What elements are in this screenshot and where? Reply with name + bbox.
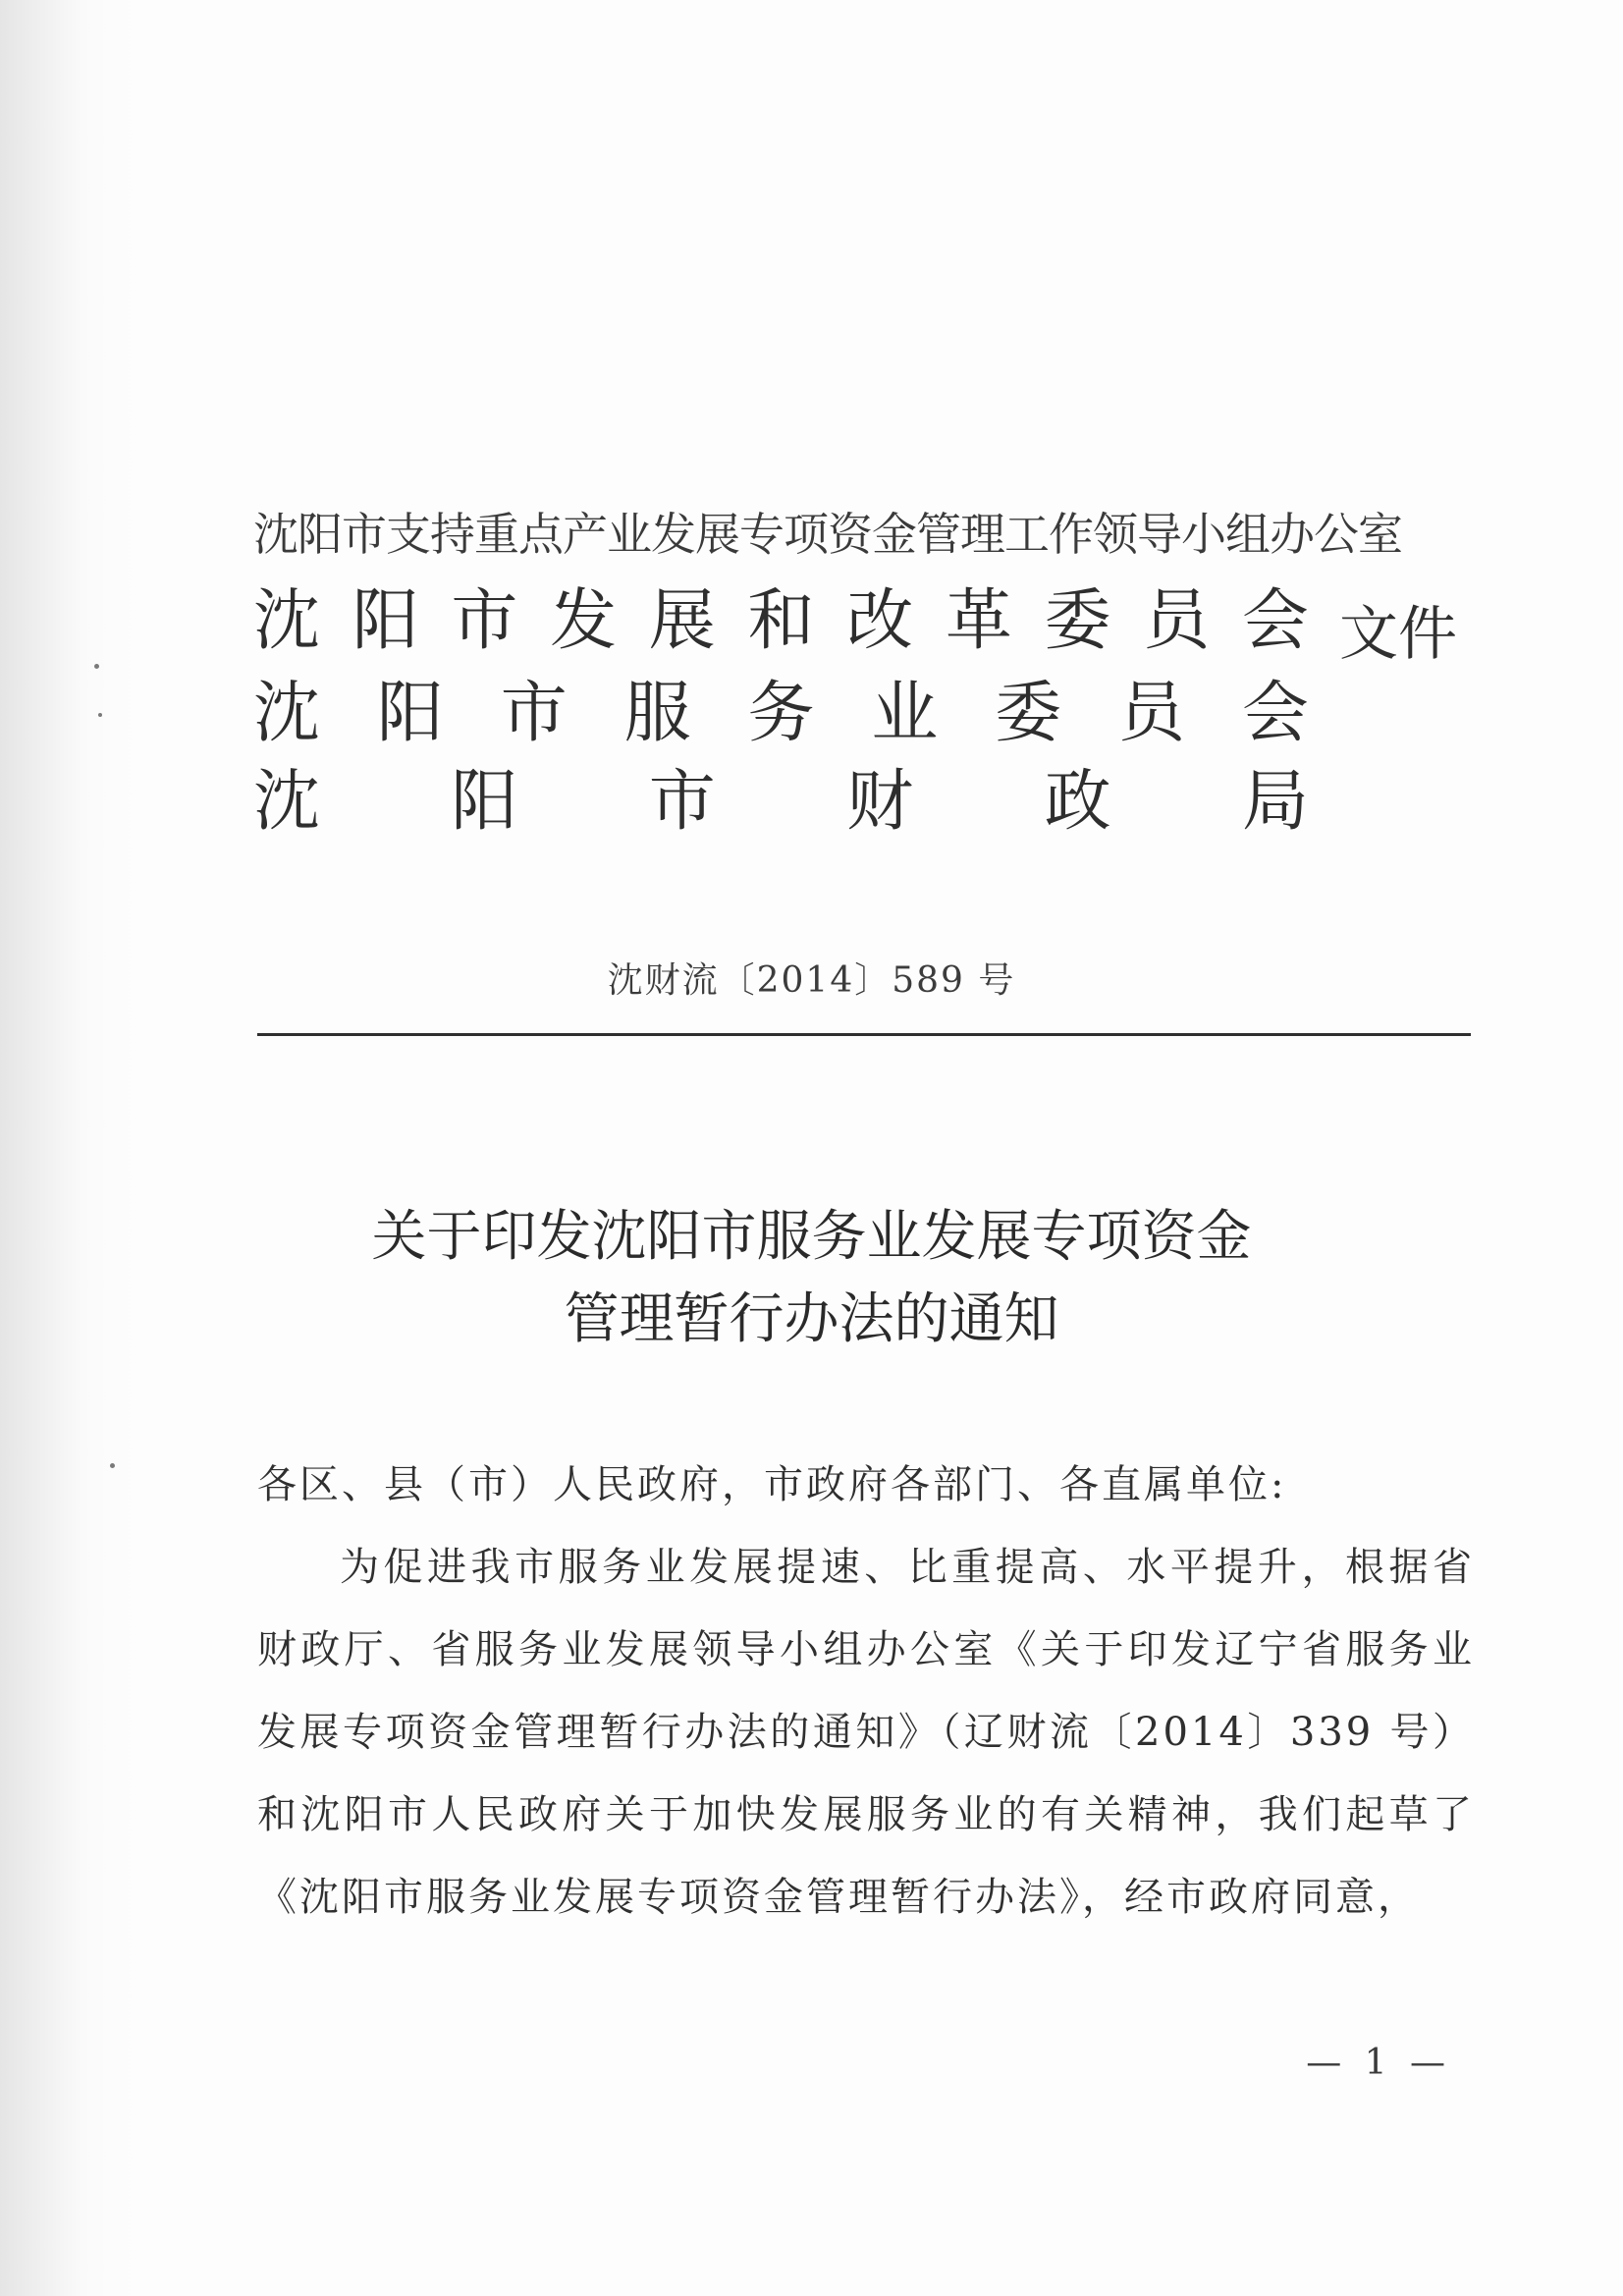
- org-char: 沈: [253, 582, 321, 660]
- org-char: 务: [747, 675, 815, 752]
- org-char: 会: [1241, 582, 1309, 660]
- issuer-header: [253, 491, 1481, 845]
- scan-speck: [98, 713, 102, 717]
- org-char: 政: [1044, 763, 1111, 841]
- org-char: 服: [623, 675, 691, 752]
- org-char: 沈: [253, 675, 321, 752]
- scan-shading: [0, 0, 137, 2296]
- org-char: 会: [1241, 675, 1309, 752]
- scan-speck: [110, 1463, 115, 1468]
- issuer-org-line-1: [253, 568, 1309, 663]
- issuer-org-line-2: [253, 660, 1309, 755]
- org-char: 委: [995, 675, 1062, 752]
- document-number: 沈财流〔2014〕589 号: [607, 960, 1016, 1001]
- org-char: 市: [648, 763, 716, 841]
- issuer-org-line-3: [253, 748, 1309, 844]
- org-char: 革: [945, 582, 1012, 660]
- org-char: 发: [550, 582, 618, 660]
- body-paragraph: 为促进我市服务业发展提速、比重提高、水平提升，根据省财政厅、省服务业发展领导小组办公室《关于印发辽宁省服务业发展专项资金管理暂行办法的通知》（辽财流〔2014〕339 号）和沈阳市人民政府关于加快发展服务业的有关精神，我们起草了《沈阳市服务业发展专项资金管理暂行办法》，经市政府同意，: [257, 1545, 1475, 1920]
- org-char: 和: [747, 582, 815, 660]
- org-char: 委: [1044, 582, 1111, 660]
- header-divider: [257, 1033, 1471, 1036]
- salutation: 各区、县（市）人民政府，市政府各部门、各直属单位:: [257, 1462, 1287, 1507]
- org-char: 业: [871, 675, 939, 752]
- org-char: 阳: [451, 763, 518, 841]
- org-char: 阳: [352, 582, 419, 660]
- page-number: — 1 —: [1306, 2043, 1451, 2083]
- issuer-small-org: 沈阳市支持重点产业发展专项资金管理工作领导小组办公室: [253, 508, 1402, 561]
- document-title-line-1: 关于印发沈阳市服务业发展专项资金: [371, 1205, 1252, 1269]
- org-char: 员: [1118, 675, 1186, 752]
- org-char: 市: [500, 675, 568, 752]
- org-char: 局: [1241, 763, 1309, 841]
- org-char: 员: [1143, 582, 1211, 660]
- org-char: 财: [846, 763, 914, 841]
- org-char: 沈: [253, 763, 321, 841]
- scan-speck: [94, 664, 99, 669]
- document-suffix: 文件: [1339, 600, 1457, 669]
- org-char: 市: [451, 582, 518, 660]
- org-char: 展: [648, 582, 716, 660]
- document-title-line-2: 管理暂行办法的通知: [564, 1287, 1059, 1351]
- org-char: 阳: [376, 675, 444, 752]
- org-char: 改: [846, 582, 914, 660]
